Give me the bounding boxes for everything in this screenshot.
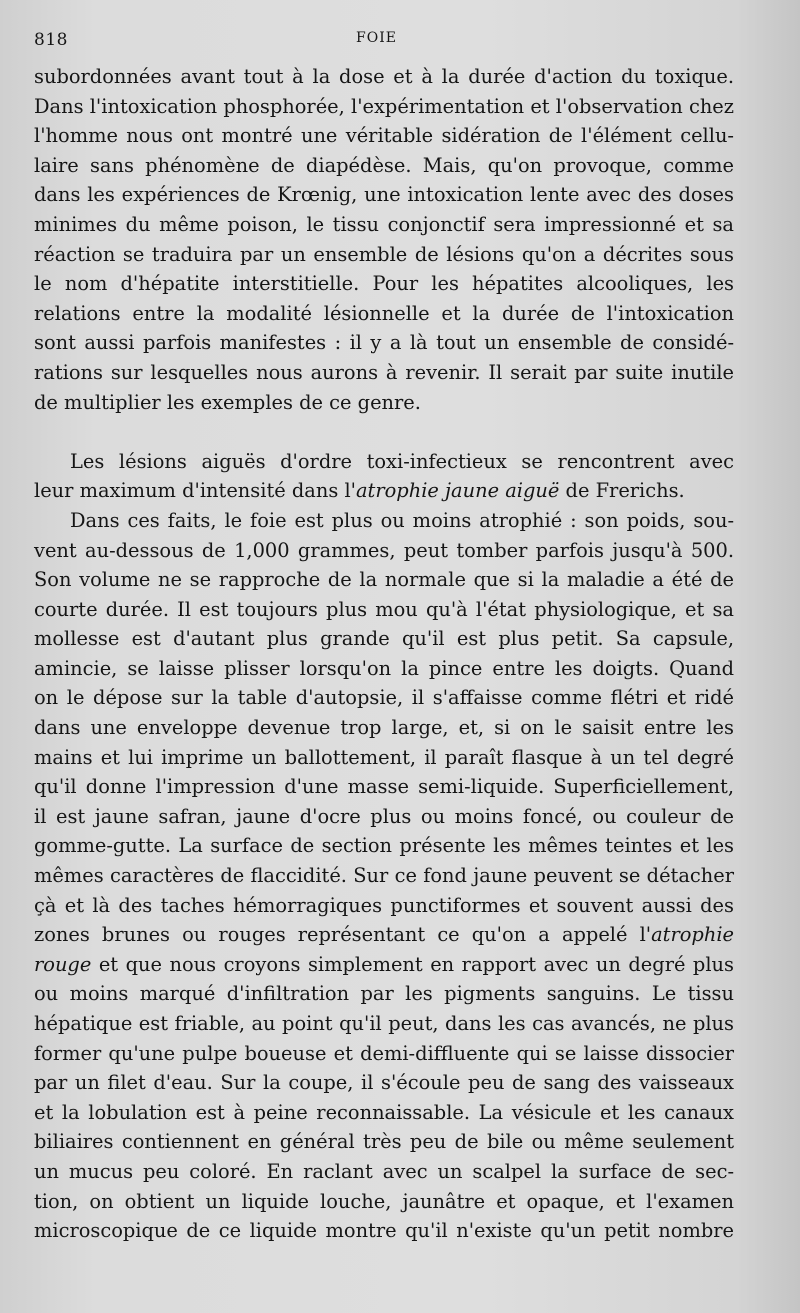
text-line: relations entre la modalité lésionnelle et la durée de l'intoxication (34, 301, 734, 325)
text-line: subordonnées avant tout à la dose et à la durée d'action du toxique. (34, 65, 734, 88)
text-line: et la lobulation est à peine reconnaissable. La vésicule et les canaux (34, 1100, 734, 1124)
page-number: 818 (34, 30, 68, 50)
text-line: gomme-gutte. La surface de section présente les mêmes teintes et les (34, 834, 734, 858)
text-line: par un filet d'eau. Sur la coupe, il s'écoule peu de sang des vaisseaux (34, 1071, 734, 1095)
text-line: courte durée. Il est toujours plus mou qu'à l'état physiologique, et sa (34, 597, 734, 621)
text-line: le nom d'hépatite interstitielle. Pour les hépatites alcooliques, les (34, 272, 734, 296)
text-line: l'homme nous ont montré une véritable sidération de l'élément cellu- (34, 124, 734, 148)
text-line: qu'il donne l'impression d'une masse semi-liquide. Superficiellement, (34, 775, 734, 799)
text-line: de multiplier les exemples de ce genre. (34, 390, 421, 414)
italic-term: atrophie (651, 923, 734, 947)
text-line: il est jaune safran, jaune d'ocre plus ou moins foncé, ou couleur de (34, 804, 734, 828)
text-line: mollesse est d'autant plus grande qu'il est plus petit. Sa capsule, (34, 627, 734, 651)
text-run: de Frerichs. (559, 479, 685, 503)
text-run: leur maximum d'intensité dans l' (34, 479, 356, 503)
italic-term: atrophie jaune aiguë (356, 479, 560, 503)
text-line: tion, on obtient un liquide louche, jaunâtre et opaque, et l'examen (34, 1189, 734, 1213)
text-line: mains et lui imprime un ballottement, il paraît flasque à un tel degré (34, 745, 734, 769)
text-line: vent au-dessous de 1,000 grammes, peut tomber parfois jusqu'à 500. (34, 538, 734, 562)
text-line: former qu'une pulpe boueuse et demi-diffluente qui se laisse dissocier (34, 1041, 734, 1065)
text-line: biliaires contiennent en général très peu de bile ou même seulement (34, 1130, 734, 1154)
text-line: Dans l'intoxication phosphorée, l'expérimentation et l'observation chez (34, 94, 734, 118)
text-line: ou moins marqué d'infiltration par les pigments sanguins. Le tissu (34, 982, 734, 1006)
text-line: on le dépose sur la table d'autopsie, il s'affaisse comme flétri et ridé (34, 686, 734, 710)
text-line: microscopique de ce liquide montre qu'il n'existe qu'un petit nombre (34, 1219, 734, 1243)
paragraph-3 (34, 506, 734, 1246)
text-line: Son volume ne se rapproche de la normale que si la maladie a été de (34, 568, 734, 592)
text-line: hépatique est friable, au point qu'il peut, dans les cas avancés, ne plus (34, 1012, 734, 1035)
paragraph-1 (34, 62, 734, 417)
text-line: Les lésions aiguës d'ordre toxi-infectieux se rencontrent avec (70, 449, 734, 473)
text-line: mêmes caractères de flaccidité. Sur ce fond jaune peuvent se détacher (34, 864, 734, 888)
text-line: laire sans phénomène de diapédèse. Mais, qu'on provoque, comme (34, 153, 734, 177)
text-line: rations sur lesquelles nous aurons à revenir. Il serait par suite inutile (34, 360, 734, 384)
text-line: sont aussi parfois manifestes : il y a là tout un ensemble de considé- (34, 331, 734, 355)
paragraph-spacer (34, 417, 734, 447)
running-head: FOIE (356, 30, 397, 46)
text-line: Dans ces faits, le foie est plus ou moins atrophié : son poids, sou- (70, 508, 734, 532)
text-line: çà et là des taches hémorragiques punctiformes et souvent aussi des (34, 893, 734, 917)
text-line (34, 476, 734, 506)
text-line (34, 950, 734, 980)
text-run: et que nous croyons simplement en rapport avec un degré plus (91, 952, 734, 976)
italic-term: rouge (34, 952, 92, 976)
paragraph-2 (34, 447, 734, 506)
body-text (34, 62, 734, 1246)
page-header (34, 30, 730, 54)
text-line: un mucus peu coloré. En raclant avec un scalpel la surface de sec- (34, 1159, 734, 1183)
text-line: dans les expériences de Krœnig, une intoxication lente avec des doses (34, 183, 734, 207)
text-line: réaction se traduira par un ensemble de lésions qu'on a décrites sous (34, 242, 734, 266)
text-line: amincie, se laisse plisser lorsqu'on la pince entre les doigts. Quand (34, 656, 734, 680)
text-line (34, 920, 734, 950)
text-line: minimes du même poison, le tissu conjonctif sera impressionné et sa (34, 212, 734, 236)
text-line: dans une enveloppe devenue trop large, et, si on le saisit entre les (34, 716, 734, 740)
text-run: zones brunes ou rouges représentant ce qu'on a appelé l' (34, 923, 652, 947)
